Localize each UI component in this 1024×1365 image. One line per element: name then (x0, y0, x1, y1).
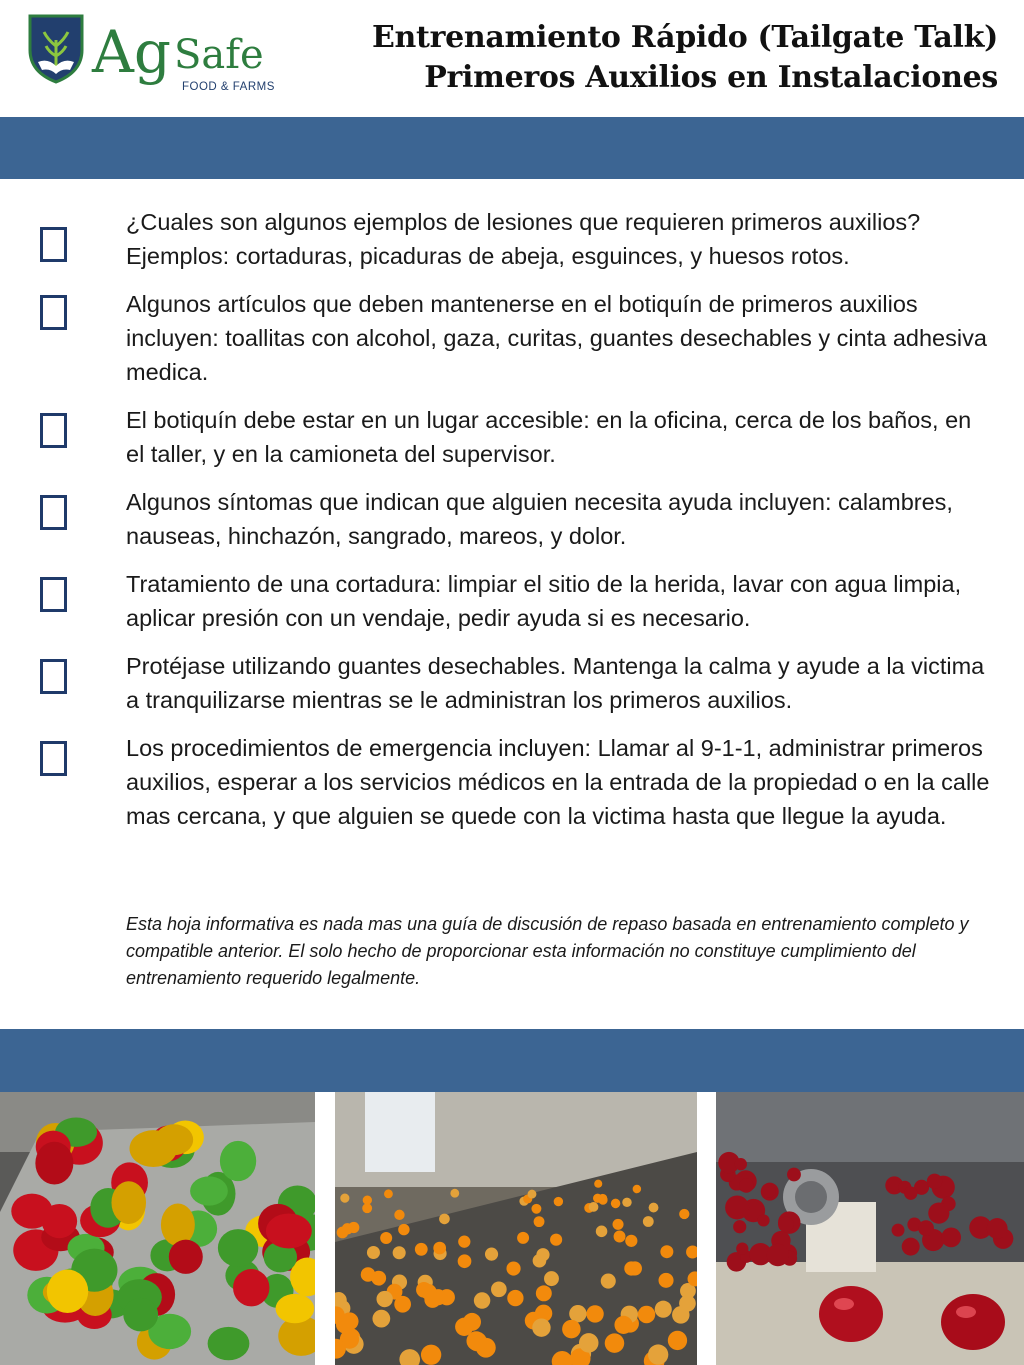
header (0, 0, 1024, 117)
title-block (372, 18, 998, 98)
checklist-item-text: Algunos síntomas que indican que alguien necesita ayuda incluyen: calambres, nauseas, hinchazón, sangrado, mareos, y dolor. (126, 489, 953, 549)
checklist-item (0, 567, 1024, 635)
top-band (0, 117, 1024, 179)
svg-text:Ag: Ag (92, 18, 172, 86)
checkbox[interactable] (40, 495, 67, 530)
checklist-item-text: ¿Cuales son algunos ejemplos de lesiones que requieren primeros auxilios? Ejemplos: cortaduras, picaduras de abeja, esguinces, y huesos rotos. (126, 209, 921, 269)
checkbox[interactable] (40, 659, 67, 694)
checklist-item (0, 485, 1024, 553)
checklist-item-text: Protéjase utilizando guantes desechables. Mantenga la calma y ayude a la victima a tranquilizarse mientras se le administran los primeros auxilios. (126, 653, 985, 713)
svg-text:FOOD & FARMS: FOOD & FARMS (182, 81, 275, 93)
disclaimer: Esta hoja informativa es nada mas una guía de discusión de repaso basada en entrenamiento completo y compatible anterior. El solo hecho de proporcionar esta información no constituye cumplimiento del entrenamiento requerido legalmente. (126, 914, 969, 988)
checklist-item (0, 649, 1024, 717)
checklist-item (0, 287, 1024, 389)
apples-packing-line-photo (716, 1092, 1024, 1365)
checklist-item-text: El botiquín debe estar en un lugar accesible: en la oficina, cerca de los baños, en el taller, y en la camioneta del supervisor. (126, 407, 972, 467)
svg-text:Safe: Safe (174, 32, 264, 78)
checkbox[interactable] (40, 741, 67, 776)
agsafe-logo (24, 10, 304, 112)
checklist-item-text: Algunos artículos que deben mantenerse en el botiquín de primeros auxilios incluyen: toallitas con alcohol, gaza, curitas, guantes desechables y cinta adhesiva medica. (126, 291, 987, 385)
agsafe-logo-graphic (24, 10, 304, 112)
photo-strip (0, 1092, 1024, 1365)
title-line-1: Entrenamiento Rápido (Tailgate Talk) (371, 20, 998, 55)
title-line-2: Primeros Auxilios en Instalaciones (424, 60, 998, 95)
checkbox[interactable] (40, 577, 67, 612)
checkbox[interactable] (40, 413, 67, 448)
checklist-item-text: Los procedimientos de emergencia incluyen: Llamar al 9-1-1, administrar primeros auxilios, esperar a los servicios médicos en la entrada de la propiedad o en la calle mas cercana, y que alguien se quede con la victima hasta que llegue la ayuda. (126, 735, 990, 829)
bell-peppers-photo (0, 1092, 315, 1365)
checklist-item (0, 403, 1024, 471)
checklist-item-text: Tratamiento de una cortadura: limpiar el sitio de la herida, lavar con agua limpia, aplicar presión con un vendaje, pedir ayuda si es necesario. (126, 571, 962, 631)
oranges-conveyor-photo (335, 1092, 697, 1365)
checklist (0, 205, 1024, 847)
checklist-item (0, 205, 1024, 273)
checkbox[interactable] (40, 227, 67, 262)
checkbox[interactable] (40, 295, 67, 330)
checklist-item (0, 731, 1024, 833)
bottom-band (0, 1029, 1024, 1092)
